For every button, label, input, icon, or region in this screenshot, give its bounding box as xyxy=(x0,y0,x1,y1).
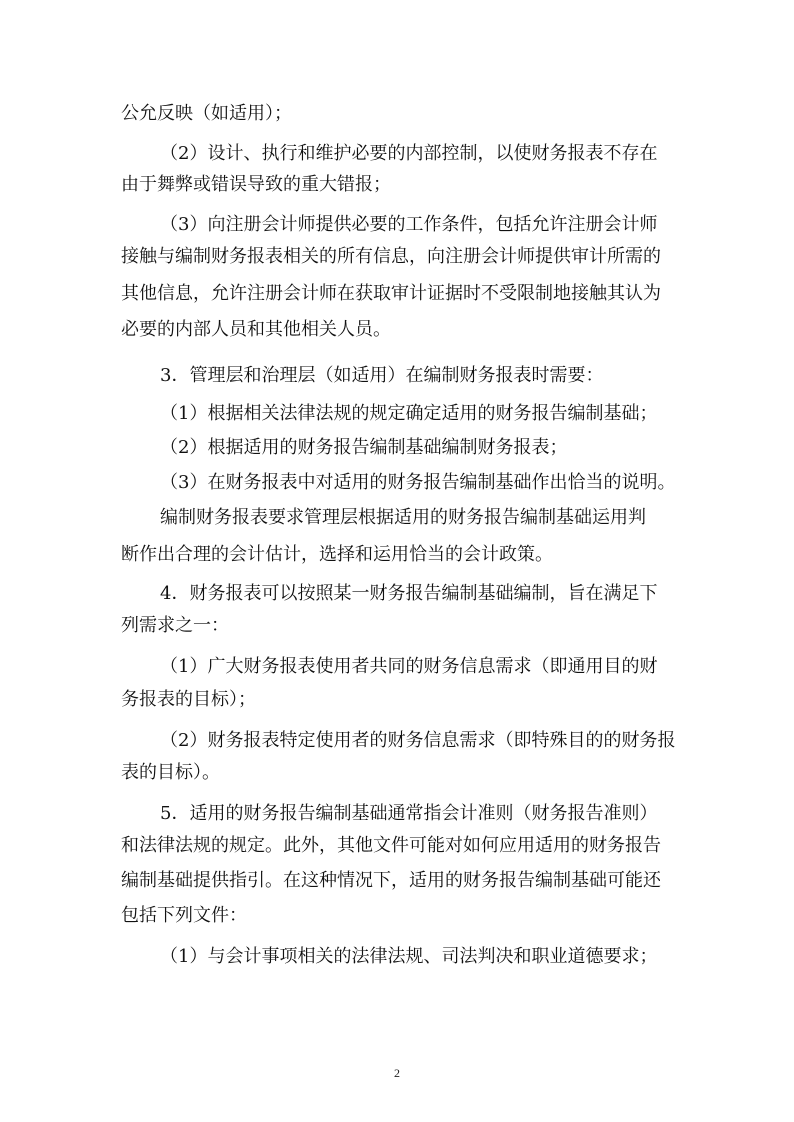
text-line: 务报表的目标）； xyxy=(121,689,256,710)
text-line: 3．管理层和治理层（如适用）在编制财务报表时需要： xyxy=(160,365,604,386)
text-line: 列需求之一： xyxy=(121,615,229,636)
text-line: （1）广大财务报表使用者共同的财务信息需求（即通用目的财 xyxy=(160,656,658,677)
text-line: 必要的内部人员和其他相关人员。 xyxy=(121,319,391,340)
text-line: 包括下列文件： xyxy=(121,905,247,926)
text-line: 表的目标）。 xyxy=(121,762,220,783)
text-line: （3）向注册会计师提供必要的工作条件，包括允许注册会计师 xyxy=(160,214,658,235)
text-line: 断作出合理的会计估计，选择和运用恰当的会计政策。 xyxy=(121,544,553,565)
text-line: 4．财务报表可以按照某一财务报告编制基础编制，旨在满足下 xyxy=(160,583,658,604)
text-line: 其他信息，允许注册会计师在获取审计证据时不受限制地接触其认为 xyxy=(121,283,661,304)
text-line: 编制基础提供指引。在这种情况下，适用的财务报告编制基础可能还 xyxy=(121,870,661,891)
text-line: 编制财务报表要求管理层根据适用的财务报告编制基础运用判 xyxy=(160,507,646,528)
text-line: （2）财务报表特定使用者的财务信息需求（即特殊目的的财务报 xyxy=(160,730,676,751)
page-number: 2 xyxy=(394,1066,400,1080)
text-line: （3）在财务报表中对适用的财务报告编制基础作出恰当的说明。 xyxy=(160,472,676,493)
text-line: （1）根据相关法律法规的规定确定适用的财务报告编制基础； xyxy=(160,403,658,424)
text-line: 公允反映（如适用）； xyxy=(121,103,292,124)
text-line: 和法律法规的规定。此外，其他文件可能对如何应用适用的财务报告 xyxy=(121,835,661,856)
text-line: （2）设计、执行和维护必要的内部控制，以使财务报表不存在 xyxy=(160,143,658,164)
text-line: 由于舞弊或错误导致的重大错报； xyxy=(121,174,391,195)
text-line: （1）与会计事项相关的法律法规、司法判决和职业道德要求； xyxy=(160,946,658,967)
text-line: 5．适用的财务报告编制基础通常指会计准则（财务报告准则） xyxy=(160,803,658,824)
text-line: 接触与编制财务报表相关的所有信息，向注册会计师提供审计所需的 xyxy=(121,246,661,267)
text-line: （2）根据适用的财务报告编制基础编制财务报表； xyxy=(160,437,568,458)
